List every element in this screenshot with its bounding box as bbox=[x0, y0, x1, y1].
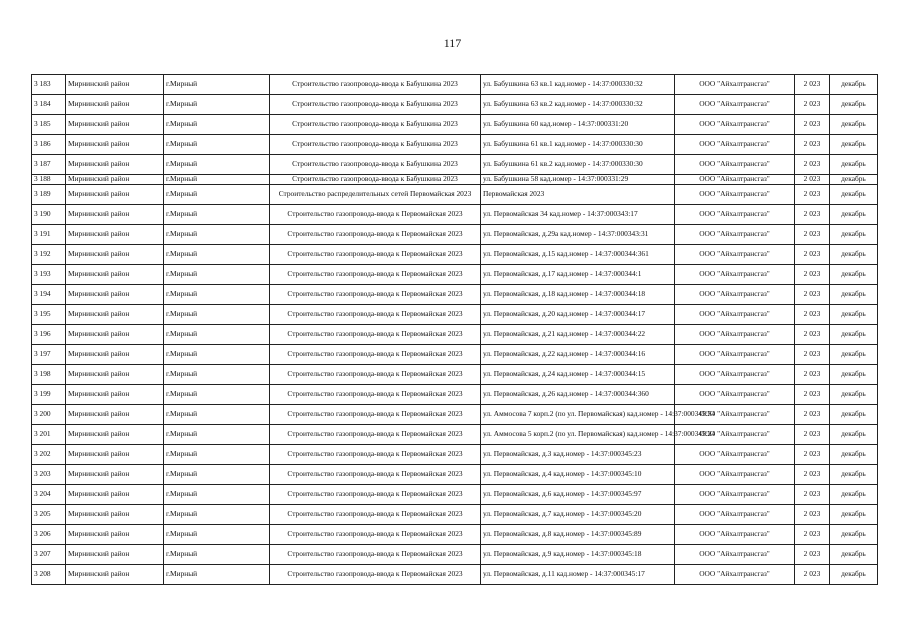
object-cell: Строительство газопровода-ввода к Бабушкина 2023 bbox=[270, 75, 481, 95]
object-cell: Строительство газопровода-ввода к Первомайская 2023 bbox=[270, 325, 481, 345]
district-cell: Мирнинский район bbox=[66, 205, 164, 225]
city-cell: г.Мирный bbox=[164, 465, 270, 485]
district-cell: Мирнинский район bbox=[66, 485, 164, 505]
city-cell: г.Мирный bbox=[164, 185, 270, 205]
row-number-cell: 3 200 bbox=[32, 405, 66, 425]
organization-cell: ООО "Айхалтрансгаз" bbox=[675, 525, 795, 545]
address-cell: ул. Бабушкина 63 кв.2 кад.номер - 14:37:000330:32 bbox=[481, 95, 675, 115]
table-row bbox=[32, 95, 878, 115]
year-cell: 2 023 bbox=[795, 285, 830, 305]
month-cell: декабрь bbox=[830, 115, 878, 135]
object-cell: Строительство газопровода-ввода к Первомайская 2023 bbox=[270, 525, 481, 545]
year-cell: 2 023 bbox=[795, 185, 830, 205]
address-cell: ул. Первомайская, д.7 кад.номер - 14:37:000345:20 bbox=[481, 505, 675, 525]
table-row bbox=[32, 325, 878, 345]
object-cell: Строительство газопровода-ввода к Первомайская 2023 bbox=[270, 445, 481, 465]
organization-cell: ООО "Айхалтрансгаз" bbox=[675, 95, 795, 115]
object-cell: Строительство газопровода-ввода к Первомайская 2023 bbox=[270, 545, 481, 565]
table-row bbox=[32, 225, 878, 245]
organization-cell: ООО "Айхалтрансгаз" bbox=[675, 205, 795, 225]
table-row bbox=[32, 175, 878, 185]
month-cell: декабрь bbox=[830, 175, 878, 185]
month-cell: декабрь bbox=[830, 565, 878, 585]
row-number-cell: 3 183 bbox=[32, 75, 66, 95]
object-cell: Строительство газопровода-ввода к Первомайская 2023 bbox=[270, 365, 481, 385]
object-cell: Строительство газопровода-ввода к Первомайская 2023 bbox=[270, 205, 481, 225]
address-cell: ул. Бабушкина 61 кв.1 кад.номер - 14:37:000330:30 bbox=[481, 135, 675, 155]
month-cell: декабрь bbox=[830, 205, 878, 225]
city-cell: г.Мирный bbox=[164, 425, 270, 445]
table-row bbox=[32, 465, 878, 485]
address-cell: ул. Первомайская, д.20 кад.номер - 14:37:000344:17 bbox=[481, 305, 675, 325]
address-cell: ул. Первомайская, д.21 кад.номер - 14:37:000344:22 bbox=[481, 325, 675, 345]
month-cell: декабрь bbox=[830, 265, 878, 285]
district-cell: Мирнинский район bbox=[66, 245, 164, 265]
city-cell: г.Мирный bbox=[164, 485, 270, 505]
organization-cell: ООО "Айхалтрансгаз" bbox=[675, 305, 795, 325]
row-number-cell: 3 193 bbox=[32, 265, 66, 285]
table-row bbox=[32, 305, 878, 325]
row-number-cell: 3 203 bbox=[32, 465, 66, 485]
organization-cell: ООО "Айхалтрансгаз" bbox=[675, 155, 795, 175]
city-cell: г.Мирный bbox=[164, 305, 270, 325]
city-cell: г.Мирный bbox=[164, 325, 270, 345]
city-cell: г.Мирный bbox=[164, 385, 270, 405]
table-row bbox=[32, 265, 878, 285]
district-cell: Мирнинский район bbox=[66, 285, 164, 305]
address-cell: ул. Первомайская, д.18 кад.номер - 14:37:000344:18 bbox=[481, 285, 675, 305]
object-cell: Строительство газопровода-ввода к Первомайская 2023 bbox=[270, 485, 481, 505]
page-number: 117 bbox=[443, 36, 462, 50]
city-cell: г.Мирный bbox=[164, 285, 270, 305]
month-cell: декабрь bbox=[830, 385, 878, 405]
month-cell: декабрь bbox=[830, 135, 878, 155]
object-cell: Строительство распределительных сетей Первомайская 2023 bbox=[270, 185, 481, 205]
month-cell: декабрь bbox=[830, 95, 878, 115]
district-cell: Мирнинский район bbox=[66, 135, 164, 155]
row-number-cell: 3 208 bbox=[32, 565, 66, 585]
district-cell: Мирнинский район bbox=[66, 185, 164, 205]
row-number-cell: 3 192 bbox=[32, 245, 66, 265]
district-cell: Мирнинский район bbox=[66, 385, 164, 405]
month-cell: декабрь bbox=[830, 485, 878, 505]
year-cell: 2 023 bbox=[795, 485, 830, 505]
row-number-cell: 3 207 bbox=[32, 545, 66, 565]
month-cell: декабрь bbox=[830, 75, 878, 95]
district-cell: Мирнинский район bbox=[66, 405, 164, 425]
table-row bbox=[32, 245, 878, 265]
month-cell: декабрь bbox=[830, 225, 878, 245]
organization-cell: ООО "Айхалтрансгаз" bbox=[675, 225, 795, 245]
table-row bbox=[32, 485, 878, 505]
row-number-cell: 3 204 bbox=[32, 485, 66, 505]
table-body bbox=[32, 75, 878, 585]
row-number-cell: 3 190 bbox=[32, 205, 66, 225]
address-cell: ул. Бабушкина 60 кад.номер - 14:37:000331:20 bbox=[481, 115, 675, 135]
organization-cell: ООО "Айхалтрансгаз" bbox=[675, 425, 795, 445]
row-number-cell: 3 205 bbox=[32, 505, 66, 525]
city-cell: г.Мирный bbox=[164, 345, 270, 365]
organization-cell: ООО "Айхалтрансгаз" bbox=[675, 285, 795, 305]
month-cell: декабрь bbox=[830, 285, 878, 305]
organization-cell: ООО "Айхалтрансгаз" bbox=[675, 465, 795, 485]
month-cell: декабрь bbox=[830, 325, 878, 345]
year-cell: 2 023 bbox=[795, 265, 830, 285]
address-cell: ул. Первомайская, д.4 кад.номер - 14:37:000345:10 bbox=[481, 465, 675, 485]
city-cell: г.Мирный bbox=[164, 565, 270, 585]
year-cell: 2 023 bbox=[795, 135, 830, 155]
object-cell: Строительство газопровода-ввода к Первомайская 2023 bbox=[270, 245, 481, 265]
object-cell: Строительство газопровода-ввода к Бабушкина 2023 bbox=[270, 175, 481, 185]
address-cell: ул. Аммосова 5 корп.2 (по ул. Первомайская) кад.номер - 14:37:000345:24 bbox=[481, 425, 675, 445]
year-cell: 2 023 bbox=[795, 425, 830, 445]
year-cell: 2 023 bbox=[795, 305, 830, 325]
row-number-cell: 3 198 bbox=[32, 365, 66, 385]
district-cell: Мирнинский район bbox=[66, 345, 164, 365]
district-cell: Мирнинский район bbox=[66, 155, 164, 175]
month-cell: декабрь bbox=[830, 345, 878, 365]
year-cell: 2 023 bbox=[795, 365, 830, 385]
year-cell: 2 023 bbox=[795, 115, 830, 135]
year-cell: 2 023 bbox=[795, 95, 830, 115]
address-cell: ул. Первомайская, д.26 кад.номер - 14:37:000344:360 bbox=[481, 385, 675, 405]
year-cell: 2 023 bbox=[795, 525, 830, 545]
table-row bbox=[32, 155, 878, 175]
address-cell: ул. Бабушкина 58 кад.номер - 14:37:000331:29 bbox=[481, 175, 675, 185]
row-number-cell: 3 189 bbox=[32, 185, 66, 205]
district-cell: Мирнинский район bbox=[66, 465, 164, 485]
city-cell: г.Мирный bbox=[164, 365, 270, 385]
district-cell: Мирнинский район bbox=[66, 175, 164, 185]
address-cell: ул. Первомайская, д.11 кад.номер - 14:37:000345:17 bbox=[481, 565, 675, 585]
object-cell: Строительство газопровода-ввода к Первомайская 2023 bbox=[270, 285, 481, 305]
object-cell: Строительство газопровода-ввода к Бабушкина 2023 bbox=[270, 115, 481, 135]
month-cell: декабрь bbox=[830, 445, 878, 465]
organization-cell: ООО "Айхалтрансгаз" bbox=[675, 565, 795, 585]
address-cell: ул. Первомайская, д.8 кад.номер - 14:37:000345:89 bbox=[481, 525, 675, 545]
year-cell: 2 023 bbox=[795, 225, 830, 245]
city-cell: г.Мирный bbox=[164, 225, 270, 245]
year-cell: 2 023 bbox=[795, 345, 830, 365]
address-cell: ул. Первомайская, д.22 кад.номер - 14:37:000344:16 bbox=[481, 345, 675, 365]
row-number-cell: 3 206 bbox=[32, 525, 66, 545]
object-cell: Строительство газопровода-ввода к Первомайская 2023 bbox=[270, 425, 481, 445]
year-cell: 2 023 bbox=[795, 405, 830, 425]
city-cell: г.Мирный bbox=[164, 155, 270, 175]
object-cell: Строительство газопровода-ввода к Бабушкина 2023 bbox=[270, 155, 481, 175]
city-cell: г.Мирный bbox=[164, 265, 270, 285]
organization-cell: ООО "Айхалтрансгаз" bbox=[675, 385, 795, 405]
district-cell: Мирнинский район bbox=[66, 115, 164, 135]
district-cell: Мирнинский район bbox=[66, 305, 164, 325]
year-cell: 2 023 bbox=[795, 325, 830, 345]
row-number-cell: 3 185 bbox=[32, 115, 66, 135]
organization-cell: ООО "Айхалтрансгаз" bbox=[675, 505, 795, 525]
month-cell: декабрь bbox=[830, 405, 878, 425]
city-cell: г.Мирный bbox=[164, 405, 270, 425]
district-cell: Мирнинский район bbox=[66, 325, 164, 345]
table-row bbox=[32, 505, 878, 525]
year-cell: 2 023 bbox=[795, 75, 830, 95]
year-cell: 2 023 bbox=[795, 155, 830, 175]
object-cell: Строительство газопровода-ввода к Бабушкина 2023 bbox=[270, 135, 481, 155]
year-cell: 2 023 bbox=[795, 175, 830, 185]
address-cell: Первомайская 2023 bbox=[481, 185, 675, 205]
row-number-cell: 3 201 bbox=[32, 425, 66, 445]
month-cell: декабрь bbox=[830, 305, 878, 325]
row-number-cell: 3 186 bbox=[32, 135, 66, 155]
month-cell: декабрь bbox=[830, 505, 878, 525]
city-cell: г.Мирный bbox=[164, 75, 270, 95]
district-cell: Мирнинский район bbox=[66, 225, 164, 245]
organization-cell: ООО "Айхалтрансгаз" bbox=[675, 75, 795, 95]
table-row bbox=[32, 425, 878, 445]
object-cell: Строительство газопровода-ввода к Первомайская 2023 bbox=[270, 465, 481, 485]
city-cell: г.Мирный bbox=[164, 95, 270, 115]
row-number-cell: 3 194 bbox=[32, 285, 66, 305]
organization-cell: ООО "Айхалтрансгаз" bbox=[675, 345, 795, 365]
city-cell: г.Мирный bbox=[164, 135, 270, 155]
address-cell: ул. Бабушкина 63 кв.1 кад.номер - 14:37:000330:32 bbox=[481, 75, 675, 95]
year-cell: 2 023 bbox=[795, 445, 830, 465]
object-cell: Строительство газопровода-ввода к Первомайская 2023 bbox=[270, 305, 481, 325]
table-row bbox=[32, 545, 878, 565]
district-cell: Мирнинский район bbox=[66, 75, 164, 95]
table-row bbox=[32, 565, 878, 585]
district-cell: Мирнинский район bbox=[66, 505, 164, 525]
address-cell: ул. Бабушкина 61 кв.2 кад.номер - 14:37:000330:30 bbox=[481, 155, 675, 175]
row-number-cell: 3 191 bbox=[32, 225, 66, 245]
address-cell: ул. Первомайская, д.24 кад.номер - 14:37:000344:15 bbox=[481, 365, 675, 385]
city-cell: г.Мирный bbox=[164, 205, 270, 225]
city-cell: г.Мирный bbox=[164, 505, 270, 525]
year-cell: 2 023 bbox=[795, 205, 830, 225]
organization-cell: ООО "Айхалтрансгаз" bbox=[675, 245, 795, 265]
district-cell: Мирнинский район bbox=[66, 445, 164, 465]
object-cell: Строительство газопровода-ввода к Первомайская 2023 bbox=[270, 405, 481, 425]
month-cell: декабрь bbox=[830, 365, 878, 385]
address-cell: ул. Первомайская, д.17 кад.номер - 14:37:000344:1 bbox=[481, 265, 675, 285]
row-number-cell: 3 187 bbox=[32, 155, 66, 175]
month-cell: декабрь bbox=[830, 465, 878, 485]
registry-table bbox=[31, 74, 878, 585]
table-row bbox=[32, 405, 878, 425]
row-number-cell: 3 196 bbox=[32, 325, 66, 345]
district-cell: Мирнинский район bbox=[66, 565, 164, 585]
district-cell: Мирнинский район bbox=[66, 545, 164, 565]
organization-cell: ООО "Айхалтрансгаз" bbox=[675, 185, 795, 205]
row-number-cell: 3 195 bbox=[32, 305, 66, 325]
row-number-cell: 3 184 bbox=[32, 95, 66, 115]
organization-cell: ООО "Айхалтрансгаз" bbox=[675, 485, 795, 505]
district-cell: Мирнинский район bbox=[66, 95, 164, 115]
address-cell: ул. Первомайская 34 кад.номер - 14:37:000343:17 bbox=[481, 205, 675, 225]
address-cell: ул. Первомайская, д.3 кад.номер - 14:37:000345:23 bbox=[481, 445, 675, 465]
organization-cell: ООО "Айхалтрансгаз" bbox=[675, 115, 795, 135]
city-cell: г.Мирный bbox=[164, 525, 270, 545]
row-number-cell: 3 188 bbox=[32, 175, 66, 185]
address-cell: ул. Аммосова 7 корп.2 (по ул. Первомайская) кад.номер - 14:37:000345:54 bbox=[481, 405, 675, 425]
organization-cell: ООО "Айхалтрансгаз" bbox=[675, 445, 795, 465]
year-cell: 2 023 bbox=[795, 545, 830, 565]
month-cell: декабрь bbox=[830, 545, 878, 565]
address-cell: ул. Первомайская, д.9 кад.номер - 14:37:000345:18 bbox=[481, 545, 675, 565]
district-cell: Мирнинский район bbox=[66, 525, 164, 545]
table-row bbox=[32, 75, 878, 95]
object-cell: Строительство газопровода-ввода к Первомайская 2023 bbox=[270, 265, 481, 285]
city-cell: г.Мирный bbox=[164, 175, 270, 185]
city-cell: г.Мирный bbox=[164, 445, 270, 465]
organization-cell: ООО "Айхалтрансгаз" bbox=[675, 545, 795, 565]
object-cell: Строительство газопровода-ввода к Первомайская 2023 bbox=[270, 345, 481, 365]
object-cell: Строительство газопровода-ввода к Первомайская 2023 bbox=[270, 505, 481, 525]
table-row bbox=[32, 135, 878, 155]
address-cell: ул. Первомайская, д.29а кад.номер - 14:37:000343:31 bbox=[481, 225, 675, 245]
month-cell: декабрь bbox=[830, 425, 878, 445]
district-cell: Мирнинский район bbox=[66, 365, 164, 385]
row-number-cell: 3 199 bbox=[32, 385, 66, 405]
table-row bbox=[32, 185, 878, 205]
year-cell: 2 023 bbox=[795, 245, 830, 265]
address-cell: ул. Первомайская, д.15 кад.номер - 14:37:000344:361 bbox=[481, 245, 675, 265]
object-cell: Строительство газопровода-ввода к Первомайская 2023 bbox=[270, 225, 481, 245]
row-number-cell: 3 202 bbox=[32, 445, 66, 465]
row-number-cell: 3 197 bbox=[32, 345, 66, 365]
table-row bbox=[32, 525, 878, 545]
month-cell: декабрь bbox=[830, 245, 878, 265]
year-cell: 2 023 bbox=[795, 465, 830, 485]
table-row bbox=[32, 385, 878, 405]
city-cell: г.Мирный bbox=[164, 545, 270, 565]
city-cell: г.Мирный bbox=[164, 115, 270, 135]
table-row bbox=[32, 365, 878, 385]
address-cell: ул. Первомайская, д.6 кад.номер - 14:37:000345:97 bbox=[481, 485, 675, 505]
table-row bbox=[32, 445, 878, 465]
object-cell: Строительство газопровода-ввода к Бабушкина 2023 bbox=[270, 95, 481, 115]
month-cell: декабрь bbox=[830, 525, 878, 545]
organization-cell: ООО "Айхалтрансгаз" bbox=[675, 325, 795, 345]
city-cell: г.Мирный bbox=[164, 245, 270, 265]
organization-cell: ООО "Айхалтрансгаз" bbox=[675, 405, 795, 425]
month-cell: декабрь bbox=[830, 185, 878, 205]
district-cell: Мирнинский район bbox=[66, 265, 164, 285]
district-cell: Мирнинский район bbox=[66, 425, 164, 445]
month-cell: декабрь bbox=[830, 155, 878, 175]
object-cell: Строительство газопровода-ввода к Первомайская 2023 bbox=[270, 385, 481, 405]
table-row bbox=[32, 345, 878, 365]
organization-cell: ООО "Айхалтрансгаз" bbox=[675, 265, 795, 285]
year-cell: 2 023 bbox=[795, 505, 830, 525]
organization-cell: ООО "Айхалтрансгаз" bbox=[675, 135, 795, 155]
object-cell: Строительство газопровода-ввода к Первомайская 2023 bbox=[270, 565, 481, 585]
year-cell: 2 023 bbox=[795, 385, 830, 405]
table-row bbox=[32, 205, 878, 225]
organization-cell: ООО "Айхалтрансгаз" bbox=[675, 365, 795, 385]
organization-cell: ООО "Айхалтрансгаз" bbox=[675, 175, 795, 185]
table-row bbox=[32, 285, 878, 305]
year-cell: 2 023 bbox=[795, 565, 830, 585]
table-row bbox=[32, 115, 878, 135]
